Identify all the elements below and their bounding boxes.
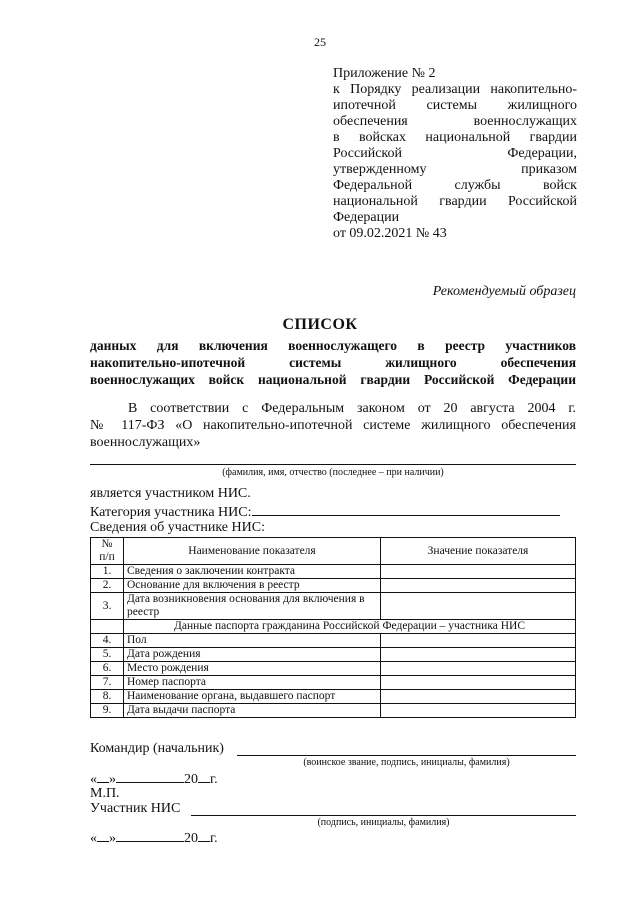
paragraph-line: В соответствии с Федеральным законом от 20 августа 2004 г. bbox=[128, 401, 576, 416]
document-title: СПИСОК bbox=[282, 316, 358, 333]
sample-label: Рекомендуемый образец bbox=[432, 284, 576, 299]
row-num: 7. bbox=[91, 676, 124, 690]
row-num: 6. bbox=[91, 662, 124, 676]
stamp-place: М.П. bbox=[90, 786, 120, 801]
commander-caption: (воинское звание, подпись, инициалы, фамилия) bbox=[303, 757, 510, 768]
row-value[interactable] bbox=[381, 579, 576, 593]
row-name: Номер паспорта bbox=[124, 676, 381, 690]
table-header-row bbox=[91, 538, 576, 565]
row-value[interactable] bbox=[381, 704, 576, 718]
row-name: Наименование органа, выдавшего паспорт bbox=[124, 690, 381, 704]
row-value[interactable] bbox=[381, 593, 576, 620]
table-row bbox=[91, 704, 576, 718]
row-num: 1. bbox=[91, 565, 124, 579]
participant-status: является участником НИС. bbox=[90, 486, 251, 501]
table-row bbox=[91, 676, 576, 690]
header-num: № п/п bbox=[91, 538, 124, 565]
appendix-line: Российской Федерации, bbox=[333, 146, 577, 161]
row-name: Дата возникновения основания для включения в реестр bbox=[124, 593, 381, 620]
table-row bbox=[91, 634, 576, 648]
row-name: Место рождения bbox=[124, 662, 381, 676]
participant-signature-line[interactable] bbox=[191, 815, 576, 816]
table-row bbox=[91, 648, 576, 662]
info-label: Сведения об участнике НИС: bbox=[90, 520, 265, 535]
row-num: 9. bbox=[91, 704, 124, 718]
appendix-line: национальной гвардии Российской bbox=[333, 194, 577, 209]
participant-info-table bbox=[90, 537, 576, 718]
commander-label: Командир (начальник) bbox=[90, 741, 224, 756]
fio-caption: (фамилия, имя, отчество (последнее – при наличии) bbox=[222, 467, 444, 478]
table-row bbox=[91, 662, 576, 676]
row-name: Дата рождения bbox=[124, 648, 381, 662]
appendix-line: в войсках национальной гвардии bbox=[333, 130, 577, 145]
row-value[interactable] bbox=[381, 676, 576, 690]
day-field[interactable] bbox=[97, 829, 109, 842]
appendix-line: Федеральной службы войск bbox=[333, 178, 577, 193]
table-row bbox=[91, 690, 576, 704]
section-title: Данные паспорта гражданина Российской Федерации – участника НИС bbox=[124, 620, 576, 634]
row-value[interactable] bbox=[381, 634, 576, 648]
year-field[interactable] bbox=[198, 770, 210, 783]
row-num: 8. bbox=[91, 690, 124, 704]
row-name: Пол bbox=[124, 634, 381, 648]
intro-paragraph bbox=[90, 400, 576, 451]
date-row-1: « » 20 г. bbox=[90, 772, 218, 787]
header-name: Наименование показателя bbox=[124, 538, 381, 565]
date-row-2: « » 20 г. bbox=[90, 831, 218, 846]
row-name: Основание для включения в реестр bbox=[124, 579, 381, 593]
appendix-line: от 09.02.2021 № 43 bbox=[333, 226, 447, 241]
appendix-block bbox=[333, 66, 577, 242]
table-row bbox=[91, 593, 576, 620]
subtitle-line: данных для включения военнослужащего в реестр участников bbox=[90, 338, 576, 353]
year-field[interactable] bbox=[198, 829, 210, 842]
table-section-row bbox=[91, 620, 576, 634]
table-row bbox=[91, 579, 576, 593]
page-number: 25 bbox=[314, 35, 326, 49]
appendix-line: обеспечения военнослужащих bbox=[333, 114, 577, 129]
row-num: 5. bbox=[91, 648, 124, 662]
row-value[interactable] bbox=[381, 565, 576, 579]
row-value[interactable] bbox=[381, 690, 576, 704]
subtitle-line: военнослужащих войск национальной гвардии Российской Федерации bbox=[90, 372, 576, 387]
row-value[interactable] bbox=[381, 648, 576, 662]
day-field[interactable] bbox=[97, 770, 109, 783]
participant-label: Участник НИС bbox=[90, 801, 181, 816]
category-field[interactable] bbox=[252, 503, 560, 516]
commander-signature-line[interactable] bbox=[237, 755, 576, 756]
participant-caption: (подпись, инициалы, фамилия) bbox=[317, 817, 450, 828]
row-name: Дата выдачи паспорта bbox=[124, 704, 381, 718]
appendix-line: ипотечной системы жилищного bbox=[333, 98, 577, 113]
category-row bbox=[90, 503, 560, 521]
row-value[interactable] bbox=[381, 662, 576, 676]
row-num: 4. bbox=[91, 634, 124, 648]
appendix-line: к Порядку реализации накопительно- bbox=[333, 82, 577, 97]
paragraph-line: военнослужащих» bbox=[90, 435, 201, 450]
paragraph-line: № 117-ФЗ «О накопительно-ипотечной системе жилищного обеспечения bbox=[90, 418, 576, 433]
fio-input-line[interactable] bbox=[90, 464, 576, 465]
row-num bbox=[91, 620, 124, 634]
appendix-line: Федерации bbox=[333, 210, 400, 225]
row-name: Сведения о заключении контракта bbox=[124, 565, 381, 579]
appendix-line: Приложение № 2 bbox=[333, 66, 436, 81]
table-row bbox=[91, 565, 576, 579]
row-num: 2. bbox=[91, 579, 124, 593]
row-num: 3. bbox=[91, 593, 124, 620]
subtitle-line: накопительно-ипотечной системы жилищного обеспечения bbox=[90, 355, 576, 370]
header-value: Значение показателя bbox=[381, 538, 576, 565]
month-field[interactable] bbox=[116, 829, 184, 842]
document-subtitle bbox=[90, 337, 576, 388]
category-label: Категория участника НИС: bbox=[90, 505, 252, 520]
month-field[interactable] bbox=[116, 770, 184, 783]
appendix-line: утвержденному приказом bbox=[333, 162, 577, 177]
